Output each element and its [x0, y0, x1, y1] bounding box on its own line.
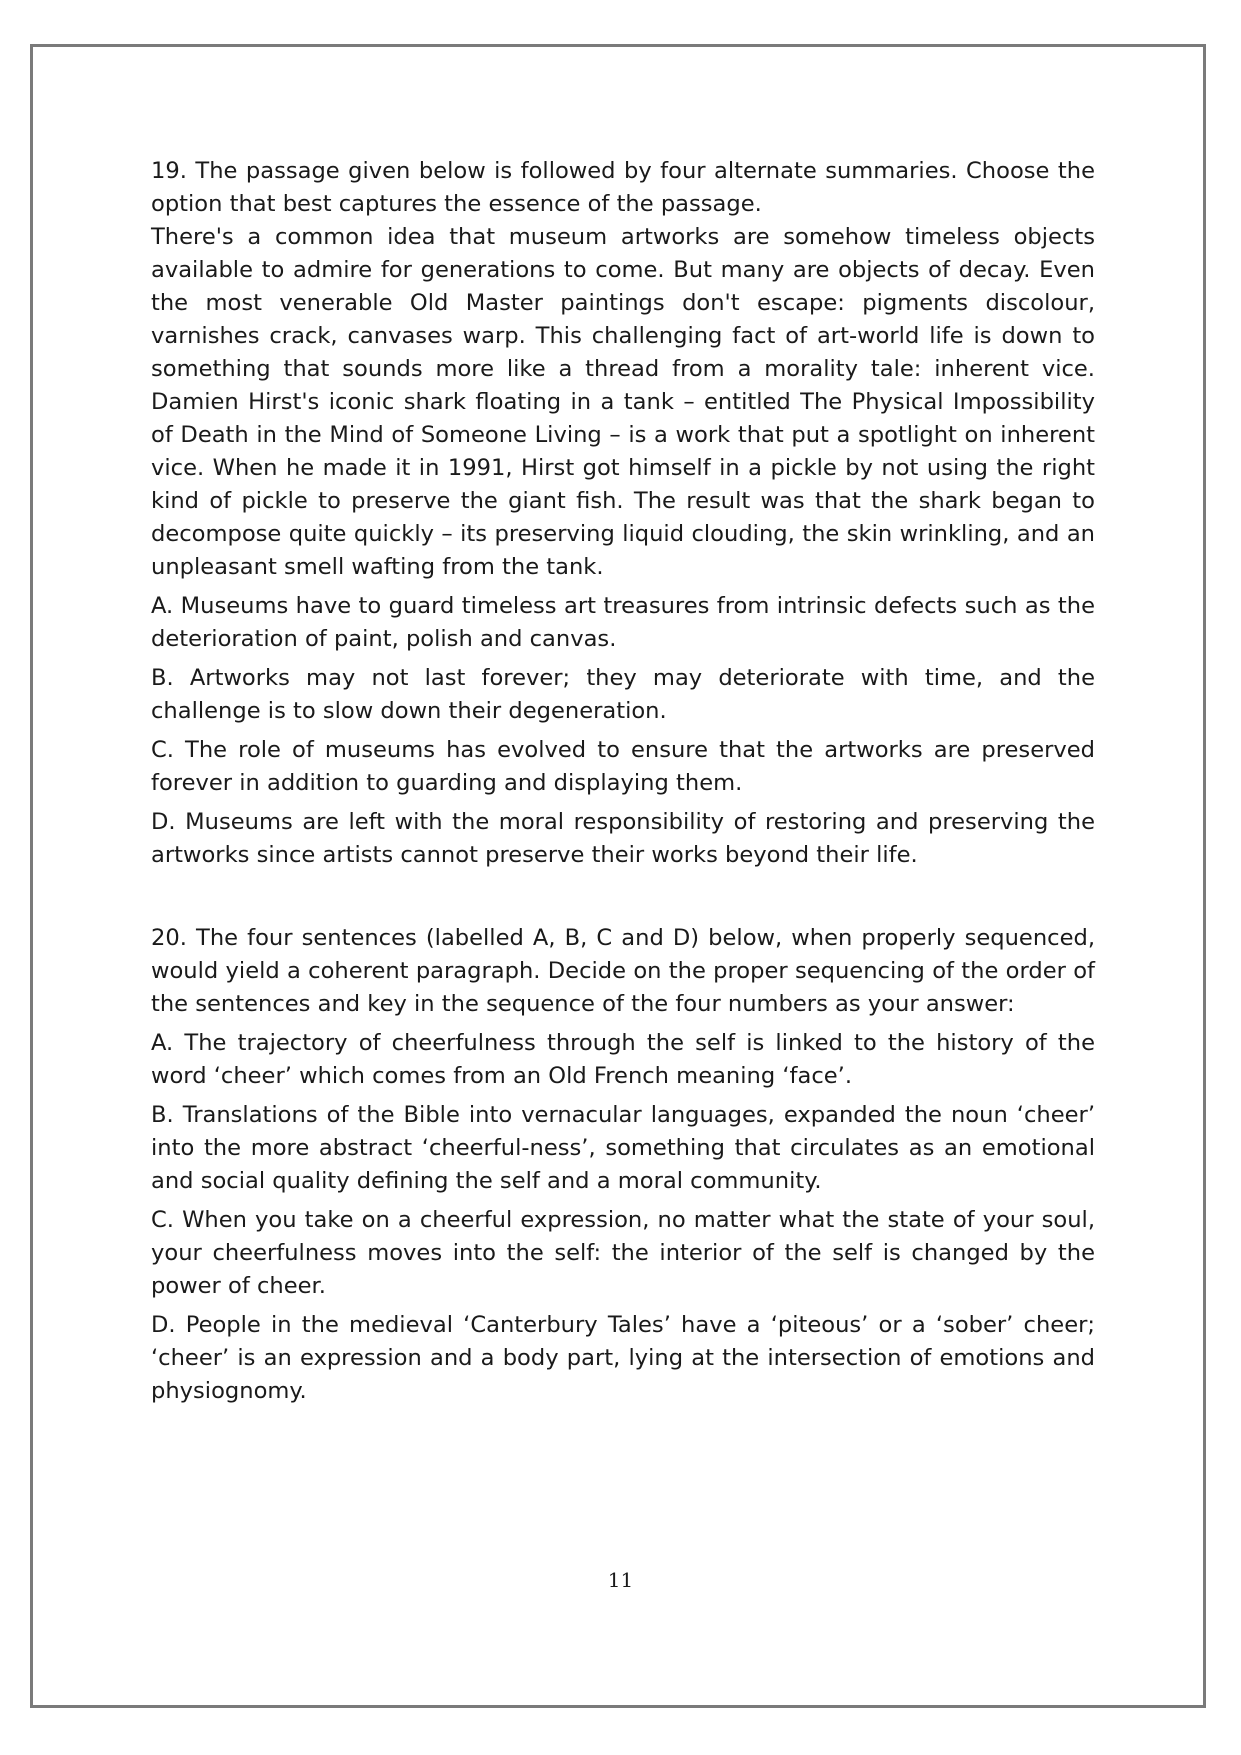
- document-body: [151, 155, 1095, 1408]
- page-number: 11: [607, 1568, 634, 1592]
- question-20-sentence-b: B. Translations of the Bible into vernacular languages, expanded the noun ‘cheer’ into the more abstract ‘cheerful-ness’, something that circulates as an emotional and social quality defining the self and a moral community.: [151, 1102, 1095, 1194]
- question-19-option-c: C. The role of museums has evolved to ensure that the artworks are preserved forever in addition to guarding and displaying them.: [151, 737, 1095, 796]
- question-20: [151, 922, 1095, 1408]
- question-19-option-b: B. Artworks may not last forever; they may deteriorate with time, and the challenge is to slow down their degeneration.: [151, 665, 1095, 724]
- question-20-sentence-a: A. The trajectory of cheerfulness through the self is linked to the history of the word ‘cheer’ which comes from an Old French meaning ‘face’.: [151, 1030, 1095, 1089]
- question-19: [151, 155, 1095, 872]
- question-19-passage: There's a common idea that museum artworks are somehow timeless objects available to admire for generations to come. But many are objects of decay. Even the most venerable Old Master paintings don't escape: pigments discolour, varnishes crack, canvases warp. This challenging fact of art-world life is down to something that sounds more like a thread from a morality tale: inherent vice. Damien Hirst's iconic shark floating in a tank – entitled The Physical Impossibility of Death in the Mind of Someone Living – is a work that put a spotlight on inherent vice. When he made it in 1991, Hirst got himself in a pickle by not using the right kind of pickle to preserve the giant fish. The result was that the shark began to decompose quite quickly – its preserving liquid clouding, the skin wrinkling, and an unpleasant smell wafting from the tank.: [151, 224, 1095, 580]
- question-20-sentence-c: C. When you take on a cheerful expression, no matter what the state of your soul, your cheerfulness moves into the self: the interior of the self is changed by the power of cheer.: [151, 1207, 1095, 1299]
- question-20-sentence-d: D. People in the medieval ‘Canterbury Tales’ have a ‘piteous’ or a ‘sober’ cheer; ‘cheer’ is an expression and a body part, lying at the intersection of emotions and physiognomy.: [151, 1312, 1095, 1404]
- question-19-option-d: D. Museums are left with the moral responsibility of restoring and preserving the artworks since artists cannot preserve their works beyond their life.: [151, 809, 1095, 868]
- question-20-prompt: 20. The four sentences (labelled A, B, C and D) below, when properly sequenced, would yield a coherent paragraph. Decide on the proper sequencing of the order of the sentences and key in the sequence of the four numbers as your answer:: [151, 925, 1095, 1017]
- question-19-option-a: A. Museums have to guard timeless art treasures from intrinsic defects such as the deterioration of paint, polish and canvas.: [151, 593, 1095, 652]
- question-19-prompt: 19. The passage given below is followed by four alternate summaries. Choose the option that best captures the essence of the passage.: [151, 158, 1095, 217]
